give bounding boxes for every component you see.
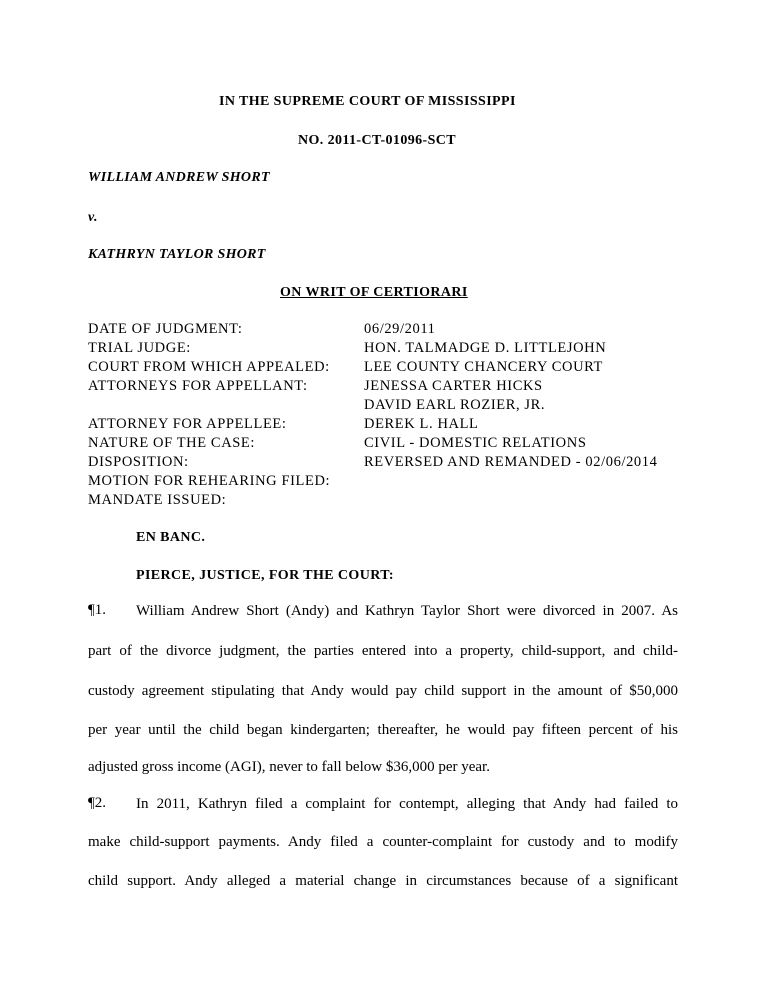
info-value: REVERSED AND REMANDED - 02/06/2014 — [364, 454, 658, 470]
info-value: DEREK L. HALL — [364, 416, 479, 432]
paragraph-number: ¶1. — [88, 602, 107, 618]
info-label: TRIAL JUDGE: — [88, 340, 191, 356]
en-banc-label: EN BANC. — [136, 530, 206, 545]
info-label: ATTORNEYS FOR APPELLANT: — [88, 378, 308, 394]
opinion-author: PIERCE, JUSTICE, FOR THE COURT: — [136, 568, 394, 583]
info-label: DISPOSITION: — [88, 454, 189, 470]
info-label: COURT FROM WHICH APPEALED: — [88, 359, 330, 375]
versus-label: v. — [88, 210, 98, 225]
paragraph-line: per year until the child began kindergarten; thereafter, he would pay fifteen percent of his — [88, 722, 678, 738]
info-value: 06/29/2011 — [364, 321, 436, 337]
paragraph-line: custody agreement stipulating that Andy would pay child support in the amount of $50,000 — [88, 683, 678, 699]
court-heading: IN THE SUPREME COURT OF MISSISSIPPI — [219, 94, 516, 109]
info-label: DATE OF JUDGMENT: — [88, 321, 243, 337]
paragraph-line: William Andrew Short (Andy) and Kathryn Taylor Short were divorced in 2007. As — [136, 603, 678, 619]
info-label: NATURE OF THE CASE: — [88, 435, 256, 451]
info-label: MOTION FOR REHEARING FILED: — [88, 473, 331, 489]
case-number: NO. 2011-CT-01096-SCT — [298, 133, 457, 148]
paragraph-number: ¶2. — [88, 795, 107, 811]
appellee-name: KATHRYN TAYLOR SHORT — [88, 247, 266, 262]
appellant-name: WILLIAM ANDREW SHORT — [88, 170, 270, 185]
paragraph-line: adjusted gross income (AGI), never to fall below $36,000 per year. — [88, 759, 490, 775]
info-value: LEE COUNTY CHANCERY COURT — [364, 359, 604, 375]
info-value: DAVID EARL ROZIER, JR. — [364, 397, 546, 413]
info-value: HON. TALMADGE D. LITTLEJOHN — [364, 340, 607, 356]
writ-heading: ON WRIT OF CERTIORARI — [280, 285, 468, 300]
info-label: MANDATE ISSUED: — [88, 492, 227, 508]
paragraph-line: make child-support payments. Andy filed a counter-complaint for custody and to modify — [88, 834, 678, 850]
paragraph-line: child support. Andy alleged a material change in circumstances because of a significant — [88, 873, 678, 889]
info-label: ATTORNEY FOR APPELLEE: — [88, 416, 287, 432]
paragraph-line: part of the divorce judgment, the parties entered into a property, child-support, and child- — [88, 643, 678, 659]
info-value: CIVIL - DOMESTIC RELATIONS — [364, 435, 587, 451]
paragraph-line: In 2011, Kathryn filed a complaint for contempt, alleging that Andy had failed to — [136, 796, 678, 812]
info-value: JENESSA CARTER HICKS — [364, 378, 543, 394]
